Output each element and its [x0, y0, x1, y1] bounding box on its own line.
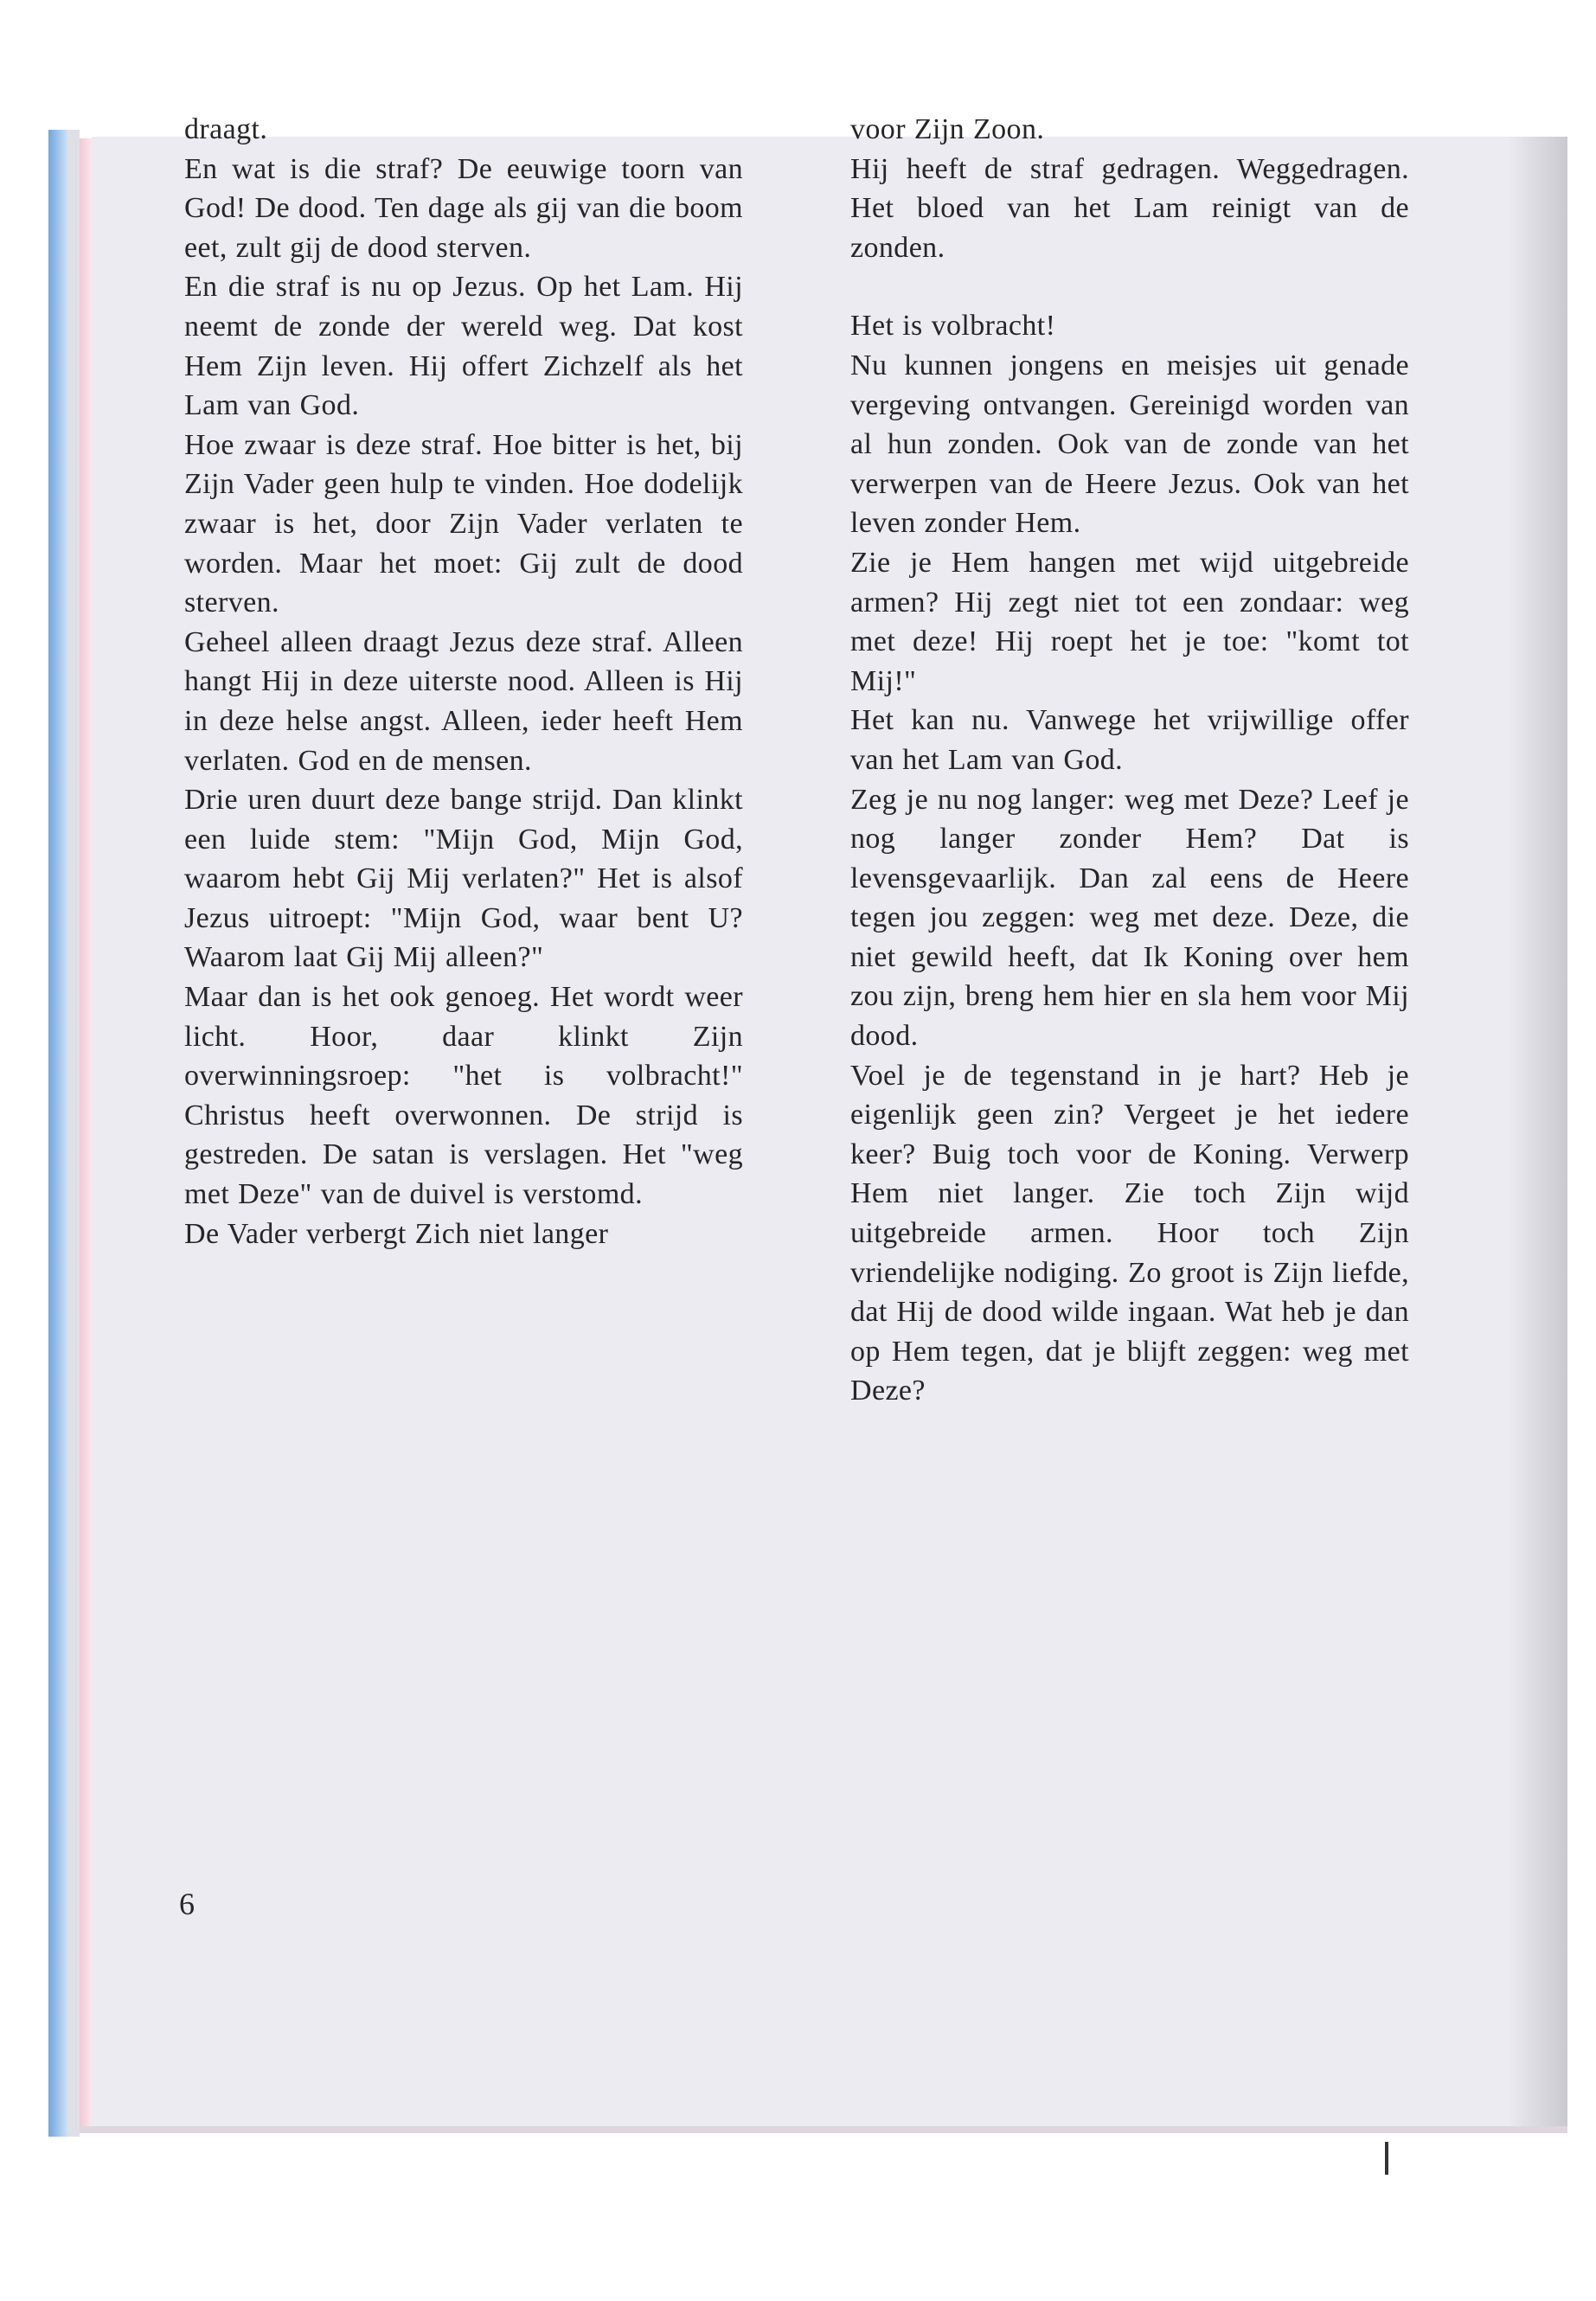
paragraph: Drie uren duurt deze bange strijd. Dan klinkt een luide stem: "Mijn God, Mijn God, waarom hebt Gij Mij verlaten?" Het is alsof Jezus uitroept: "Mijn God, waar bent U? Waarom laat Gij Mij alleen?" — [184, 784, 743, 974]
paragraph: De Vader verbergt Zich niet langer — [184, 1217, 609, 1250]
page-gutter-shadow — [1507, 137, 1567, 2126]
scan-mark — [1385, 2142, 1388, 2175]
paragraph: En wat is die straf? De eeuwige toorn van God! De dood. Ten dage als gij van die boom eet, zult gij de dood sterven. — [184, 152, 743, 264]
paragraph: Voel je de tegenstand in je hart? Heb je eigenlijk geen zin? Vergeet je het iedere keer? Buig toch voor de Koning. Verwerp Hem niet langer. Zie toch Zijn wijd uitgebreide armen. Hoor toch Zijn vriendelijke nodiging. Zo groot is Zijn liefde, dat Hij de dood wilde ingaan. Wat heb je dan op Hem tegen, dat je blijft zeggen: weg met Deze? — [850, 1059, 1409, 1407]
paragraph: Zeg je nu nog langer: weg met Deze? Leef je nog langer zonder Hem? Dat is levensgevaarlijk. Dan zal eens de Heere tegen jou zeggen: weg met deze. Deze, die niet gewild heeft, dat Ik Koning over hem zou zijn, breng hem hier en sla hem voor Mij dood. — [850, 783, 1409, 1053]
right-text-column — [850, 110, 1409, 1411]
paragraph: Het is volbracht! — [850, 310, 1056, 343]
book-edge-pink — [80, 138, 92, 2128]
left-text-column — [184, 110, 743, 1253]
paragraph: Het kan nu. Vanwege het vrijwillige offer van het Lam van God. — [850, 704, 1409, 776]
paragraph: Hoe zwaar is deze straf. Hoe bitter is het, bij Zijn Vader geen hulp te vinden. Hoe dodelijk zwaar is het, door Zijn Vader verlaten te worden. Maar het moet: Gij zult de dood sterven. — [184, 428, 743, 619]
paragraph: draagt. — [184, 113, 268, 145]
paragraph: voor Zijn Zoon. — [850, 113, 1045, 145]
paragraph: Nu kunnen jongens en meisjes uit genade vergeving ontvangen. Gereinigd worden van al hun zonden. Ook van de zonde van het verwerpen van de Heere Jezus. Ook van het leven zonder Hem. — [850, 349, 1409, 540]
paragraph: En die straf is nu op Jezus. Op het Lam. Hij neemt de zonde der wereld weg. Dat kost Hem Zijn leven. Hij offert Zichzelf als het Lam van God. — [184, 271, 743, 422]
book-edge-blue — [48, 130, 67, 2137]
paragraph: Hij heeft de straf gedragen. Weggedragen. Het bloed van het Lam reinigt van de zonden. — [850, 152, 1409, 264]
book-bottom-edge — [80, 2126, 1567, 2133]
page-number: 6 — [179, 1887, 195, 1921]
paragraph: Maar dan is het ook genoeg. Het wordt weer licht. Hoor, daar klinkt Zijn overwinningsroep: "het is volbracht!" Christus heeft overwonnen. De strijd is gestreden. De satan is verslagen. Het "weg met Deze" van de duivel is verstomd. — [184, 981, 743, 1211]
paragraph: Zie je Hem hangen met wijd uitgebreide armen? Hij zegt niet tot een zondaar: weg met deze! Hij roept het je toe: "komt tot Mij!" — [850, 546, 1409, 697]
book-edge-gray — [67, 130, 80, 2137]
paragraph: Geheel alleen draagt Jezus deze straf. Alleen hangt Hij in deze uiterste nood. Alleen is Hij in deze helse angst. Alleen, ieder heeft Hem verlaten. God en de mensen. — [184, 625, 743, 777]
